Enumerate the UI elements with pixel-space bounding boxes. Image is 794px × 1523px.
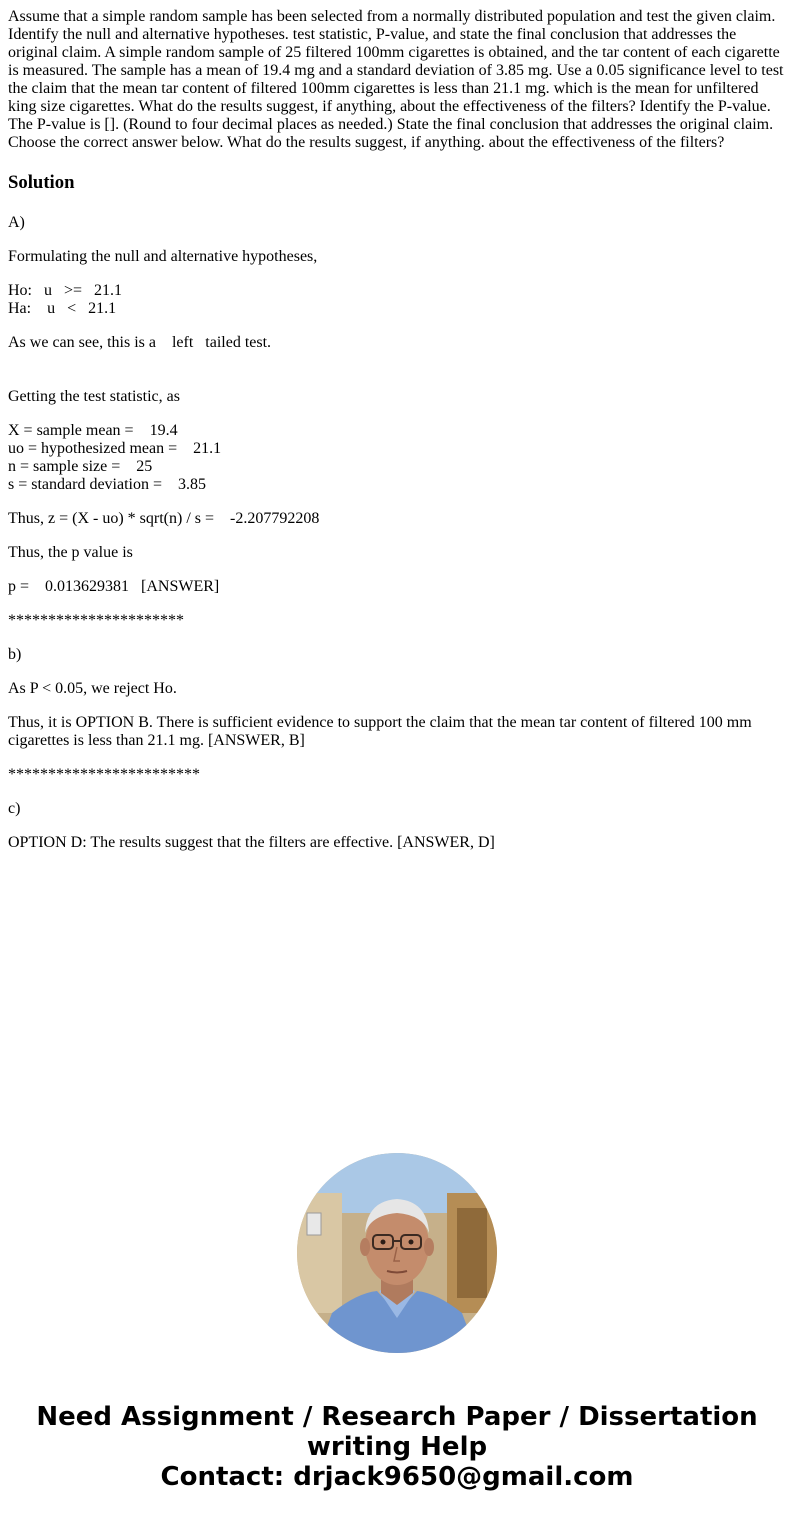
- formulating-text: Formulating the null and alternative hypotheses,: [8, 248, 318, 265]
- std-dev-line: s = standard deviation = 3.85: [8, 476, 207, 493]
- reject-text: As P < 0.05, we reject Ho.: [8, 680, 177, 697]
- part-c-label: c): [8, 800, 21, 817]
- p-value-line: p = 0.013629381 [ANSWER]: [8, 578, 220, 595]
- z-statistic-line: Thus, z = (X - uo) * sqrt(n) / s = -2.207792208: [8, 510, 320, 527]
- p-value-intro: Thus, the p value is: [8, 544, 133, 561]
- sample-size-line: n = sample size = 25: [8, 458, 153, 475]
- footer-line-1: Need Assignment / Research Paper / Dissertation: [36, 1402, 758, 1432]
- test-statistic-intro: Getting the test statistic, as: [8, 388, 180, 405]
- separator-stars: ************************: [8, 766, 200, 783]
- footer-contact: Contact: drjack9650@gmail.com: [160, 1462, 634, 1492]
- option-d-text: OPTION D: The results suggest that the filters are effective. [ANSWER, D]: [8, 834, 495, 851]
- hypothesized-mean-line: uo = hypothesized mean = 21.1: [8, 440, 222, 457]
- null-hypothesis: Ho: u >= 21.1: [8, 282, 123, 299]
- separator-stars: **********************: [8, 612, 184, 629]
- footer-line-2: writing Help: [306, 1432, 488, 1462]
- sample-mean-line: X = sample mean = 19.4: [8, 422, 178, 439]
- avatar: [297, 1153, 497, 1353]
- alternative-hypothesis: Ha: u < 21.1: [8, 300, 117, 317]
- part-a-label: A): [8, 214, 25, 231]
- promo-footer: [0, 1402, 794, 1492]
- tail-test-text: As we can see, this is a left tailed test.: [8, 334, 272, 351]
- question-text: Assume that a simple random sample has been selected from a normally distributed population and test the given claim. Identify the null and alternative hypotheses. test statistic, P-value, and state the final conclusion that addresses the original claim. A simple random sample of 25 filtered 100mm cigarettes is obtained, and the tar content of each cigarette is measured. The sample has a mean of 19.4 mg and a standard deviation of 3.85 mg. Use a 0.05 significance level to test the claim that the mean tar content of filtered 100mm cigarettes is less than 21.1 mg. which is the mean for unfiltered king size cigarettes. What do the results suggest, if anything, about the effectiveness of the filters? Identify the P-value. The P-value is []. (Round to four decimal places as needed.) State the final conclusion that addresses the original claim. Choose the correct answer below. What do the results suggest, if anything. about the effectiveness of the filters?: [8, 8, 784, 151]
- solution-heading: Solution: [8, 172, 75, 193]
- option-b-text: Thus, it is OPTION B. There is sufficient evidence to support the claim that the mean tar content of filtered 100 mm cigarettes is less than 21.1 mg. [ANSWER, B]: [8, 714, 752, 749]
- part-b-label: b): [8, 646, 22, 663]
